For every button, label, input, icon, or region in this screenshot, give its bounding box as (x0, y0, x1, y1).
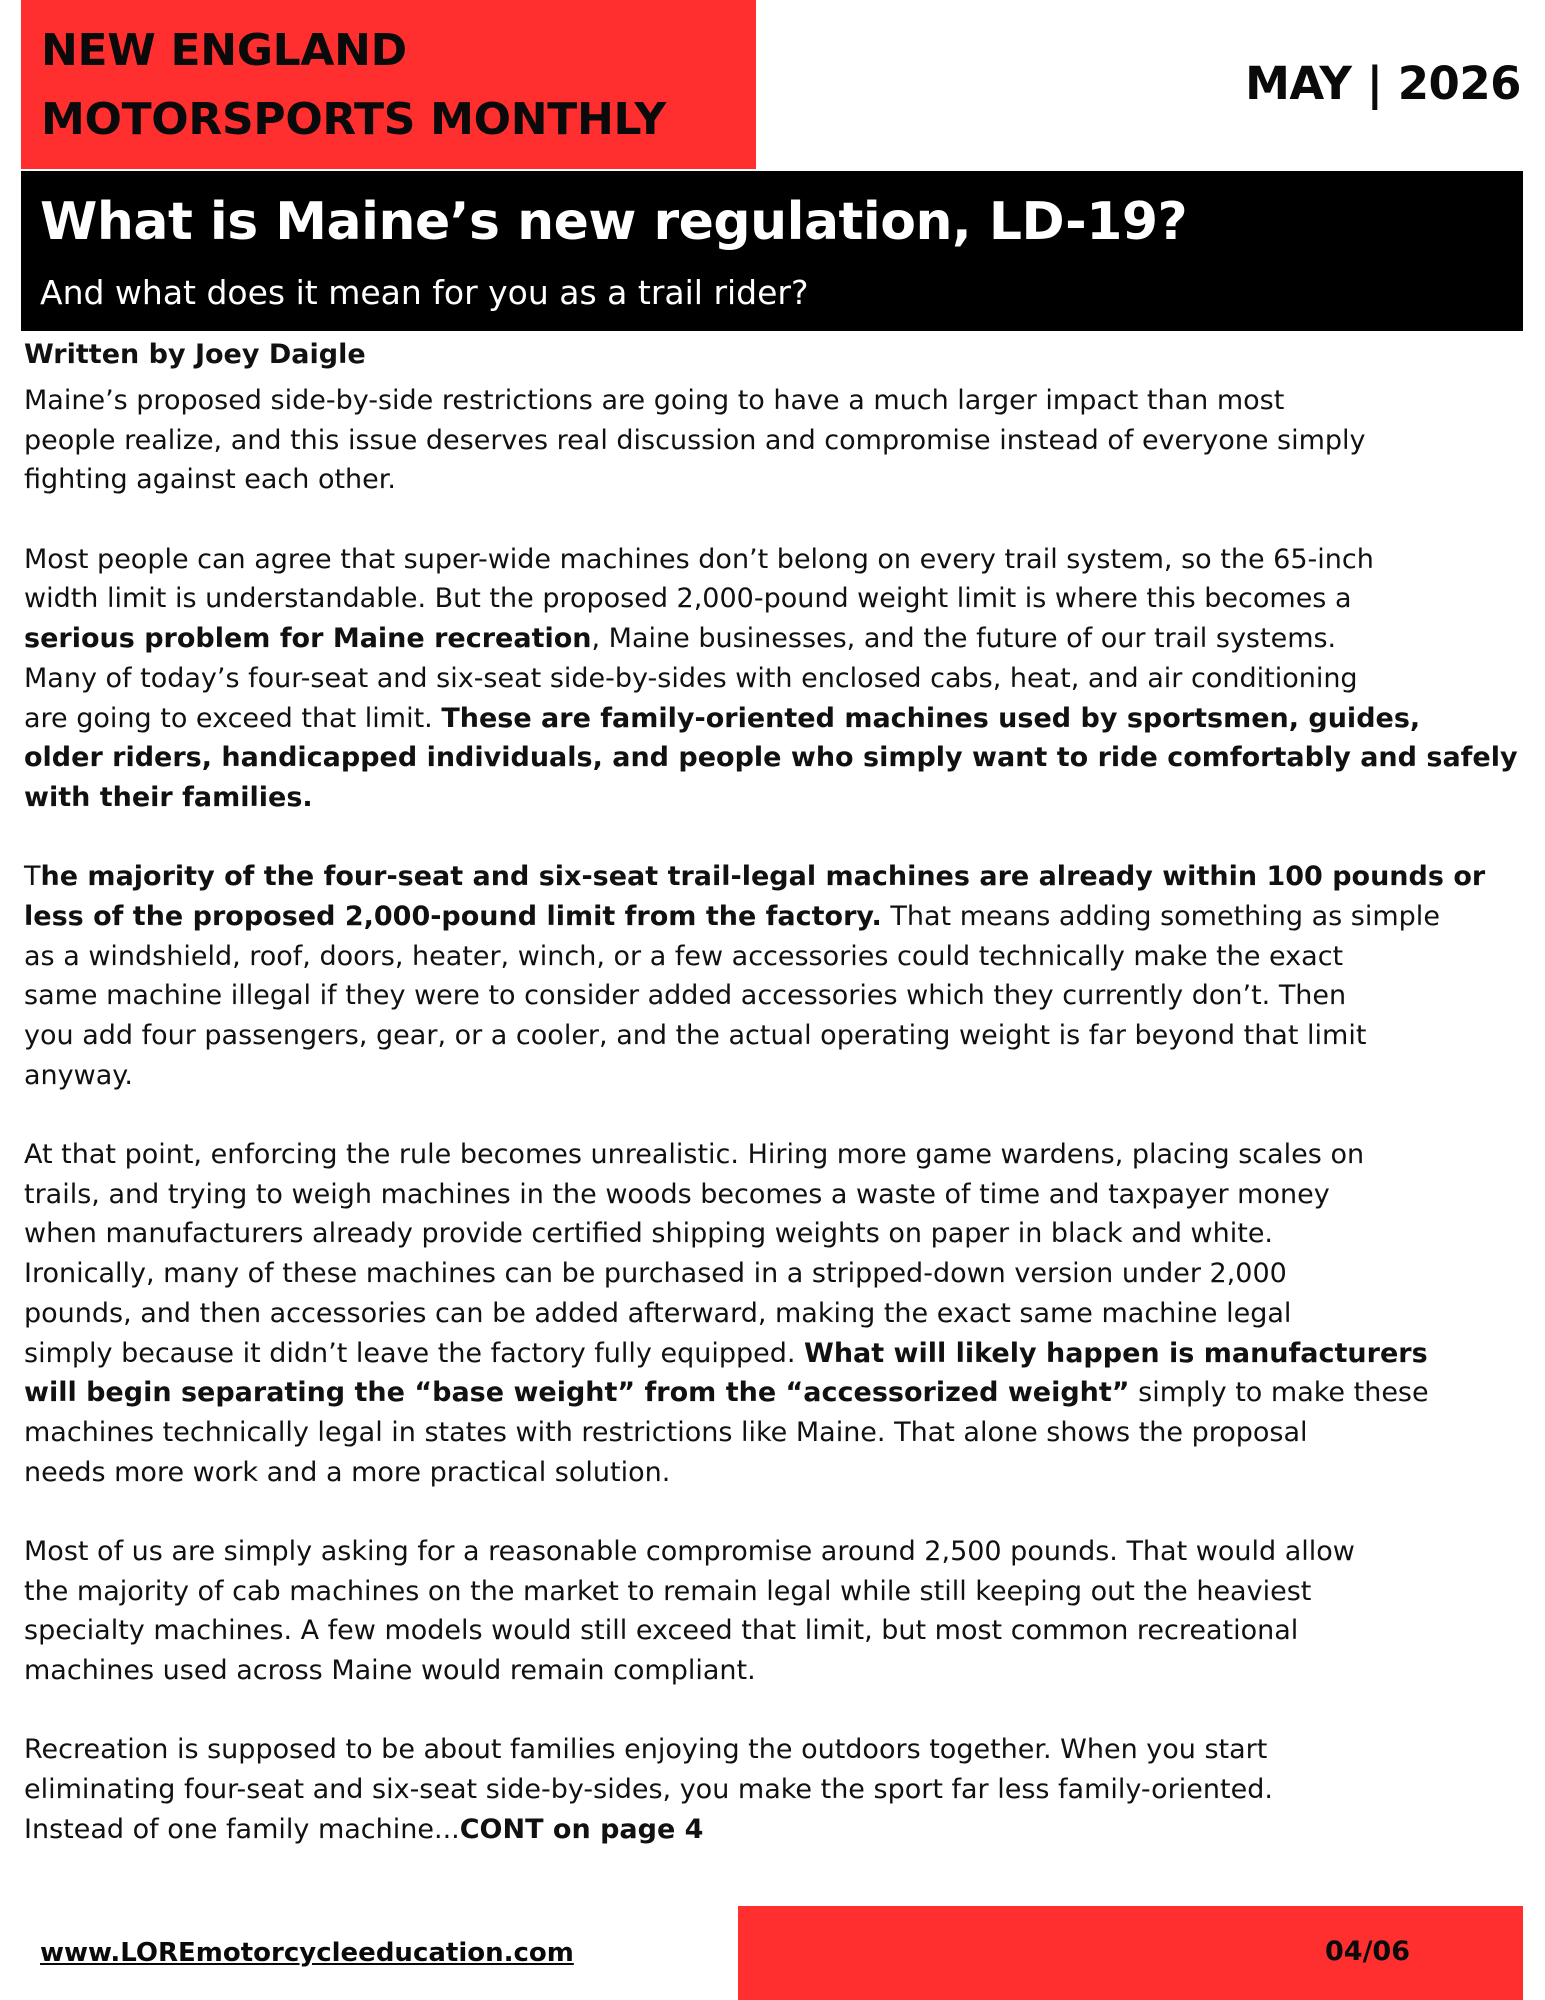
article-text-line (24, 738, 1524, 778)
article-text-line (24, 1770, 1524, 1810)
article-headline: What is Maine’s new regulation, LD-19? (40, 192, 1188, 252)
bold-text-run: serious problem for Maine recreation (24, 623, 592, 655)
paragraph-gap (24, 818, 1524, 858)
article-text-line (24, 1334, 1524, 1374)
bold-text-run: will begin separating the “base weight” from the “accessorized weight” (24, 1377, 1130, 1409)
text-run: trails, and trying to weigh machines in the woods becomes a waste of time and taxpayer money (24, 1178, 1330, 1210)
article-text-line (24, 778, 1524, 818)
article-text-line (24, 540, 1524, 580)
text-run: machines technically legal in states with restrictions like Maine. That alone shows the proposal (24, 1416, 1308, 1448)
article-text-line (24, 1810, 1524, 1850)
text-run: you add four passengers, gear, or a cooler, and the actual operating weight is far beyond that limit (24, 1020, 1367, 1051)
text-run: Most of us are simply asking for a reasonable compromise around 2,500 pounds. That would allow (24, 1535, 1355, 1567)
bold-text-run: What will likely happen is manufacturers (804, 1337, 1428, 1369)
paragraph-gap (24, 1095, 1524, 1135)
headline-band (21, 171, 1523, 331)
article-text-line (24, 1254, 1524, 1294)
footer-website-link[interactable]: www.LOREmotorcycleeducation.com (40, 1938, 574, 1968)
article-text-line (24, 1294, 1524, 1334)
article-text-line (24, 1135, 1524, 1175)
article-text-line (24, 1453, 1524, 1493)
bold-text-run: CONT on page 4 (459, 1813, 704, 1845)
article-text-line (24, 857, 1524, 897)
article-text-line (24, 579, 1524, 619)
text-run: At that point, enforcing the rule becomes unrealistic. Hiring more game wardens, placing scales on (24, 1139, 1365, 1171)
text-run: simply because it didn’t leave the factory fully equipped. (24, 1337, 805, 1369)
article-text-line (24, 1611, 1524, 1651)
article-text-line (24, 897, 1524, 937)
text-run: as a windshield, roof, doors, heater, winch, or a few accessories could technically make the exact (24, 940, 1344, 972)
bold-text-run: These are family-oriented machines used by sportsmen, guides, (441, 702, 1421, 734)
masthead-title-line-1: NEW ENGLAND (41, 25, 407, 76)
bold-text-run: with their families. (24, 781, 313, 813)
text-run: fighting against each other. (24, 464, 396, 496)
text-run: specialty machines. A few models would still exceed that limit, but most common recreational (24, 1615, 1299, 1647)
article-text-line (24, 460, 1524, 500)
paragraph-gap (24, 1691, 1524, 1731)
article-text-line (24, 659, 1524, 699)
article-text-line (24, 381, 1524, 421)
text-run: same machine illegal if they were to consider added accessories which they currently don’t. Then (24, 980, 1347, 1012)
text-run: Ironically, many of these machines can be purchased in a stripped-down version under 2,000 (24, 1258, 1287, 1290)
article-text-line (24, 1572, 1524, 1612)
masthead-title-line-2: MOTORSPORTS MONTHLY (41, 94, 666, 145)
article-text-line (24, 1532, 1524, 1572)
text-run: anyway. (24, 1059, 133, 1091)
article-subheadline: And what does it mean for you as a trail rider? (40, 273, 809, 312)
text-run: are going to exceed that limit. (24, 702, 442, 734)
bold-text-run: he majority of the four-seat and six-seat trail-legal machines are already within 100 pounds or (40, 861, 1486, 893)
article-text-line (24, 1730, 1524, 1770)
article-text-line (24, 1056, 1524, 1096)
text-run: machines used across Maine would remain compliant. (24, 1655, 756, 1686)
article-text-line (24, 1214, 1524, 1254)
text-run: T (24, 861, 41, 893)
text-run: width limit is understandable. But the proposed 2,000-pound weight limit is where this becomes a (24, 583, 1352, 615)
text-run: Instead of one family machine... (24, 1813, 460, 1845)
text-run: Recreation is supposed to be about families enjoying the outdoors together. When you start (24, 1734, 1268, 1766)
page-number: 04/06 (1325, 1936, 1411, 1967)
paragraph-gap (24, 1492, 1524, 1532)
byline: Written by Joey Daigle (24, 339, 366, 370)
article-text-line (24, 1373, 1524, 1413)
article-text-line (24, 699, 1524, 739)
text-run: That means adding something as simple (881, 900, 1440, 932)
article-text-line (24, 937, 1524, 977)
text-run: Maine’s proposed side-by-side restrictions are going to have a much larger impact than most (24, 385, 1285, 416)
article-text-line (24, 1651, 1524, 1691)
article-text-line (24, 1175, 1524, 1215)
bold-text-run: older riders, handicapped individuals, and people who simply want to ride comfortably and safely (24, 742, 1518, 774)
issue-date: MAY | 2026 (1245, 57, 1521, 110)
text-run: , Maine businesses, and the future of our trail systems. (591, 623, 1337, 655)
article-text-line (24, 1016, 1524, 1056)
text-run: pounds, and then accessories can be added afterward, making the exact same machine legal (24, 1297, 1292, 1329)
article-text-line (24, 976, 1524, 1016)
text-run: Many of today’s four-seat and six-seat side-by-sides with enclosed cabs, heat, and air conditioning (24, 662, 1358, 694)
text-run: people realize, and this issue deserves real discussion and compromise instead of everyone simply (24, 424, 1366, 456)
text-run: simply to make these (1129, 1377, 1429, 1409)
bold-text-run: less of the proposed 2,000-pound limit from the factory. (24, 900, 882, 932)
article-text-line (24, 619, 1524, 659)
article-text-line (24, 1413, 1524, 1453)
masthead-banner (21, 0, 756, 169)
text-run: the majority of cab machines on the market to remain legal while still keeping out the heaviest (24, 1575, 1312, 1607)
paragraph-gap (24, 500, 1524, 540)
text-run: Most people can agree that super-wide machines don’t belong on every trail system, so the 65-inch (24, 543, 1374, 575)
article-body (24, 381, 1524, 1849)
text-run: needs more work and a more practical solution. (24, 1456, 671, 1488)
article-text-line (24, 421, 1524, 461)
text-run: eliminating four-seat and six-seat side-by-sides, you make the sport far less family-oriented. (24, 1774, 1273, 1806)
text-run: when manufacturers already provide certified shipping weights on paper in black and white. (24, 1218, 1274, 1250)
